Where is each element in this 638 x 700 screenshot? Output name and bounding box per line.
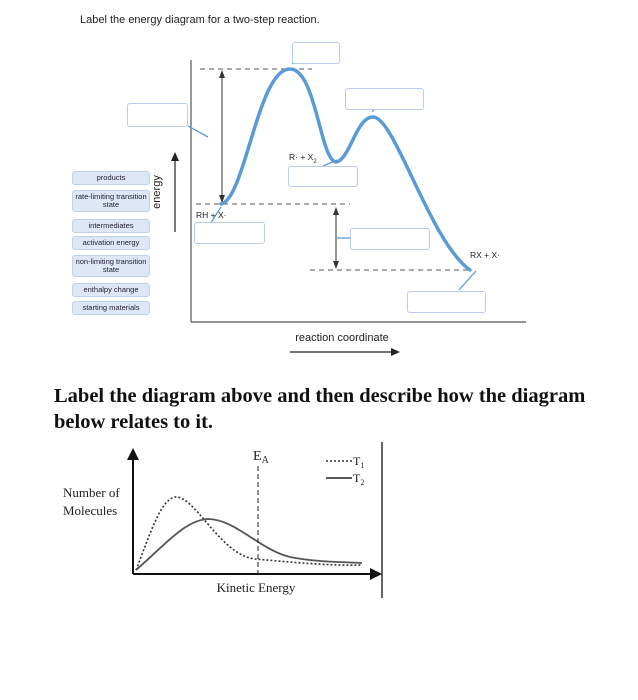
legend-t1-label: $T_1$ — [353, 454, 365, 470]
distribution-x-arrow-head — [370, 568, 382, 580]
reaction-coordinate-arrow-head — [391, 348, 400, 356]
word-bank-enthalpy-change[interactable]: enthalpy change — [72, 283, 150, 297]
word-bank-non-limiting-transition-state[interactable]: non-limiting transition state — [72, 255, 150, 277]
t1-curve — [136, 497, 362, 570]
word-bank-starting-materials[interactable]: starting materials — [72, 301, 150, 315]
word-bank-activation-energy[interactable]: activation energy — [72, 236, 150, 250]
reaction-coordinate-label: reaction coordinate — [295, 332, 389, 344]
drop-target-4[interactable] — [288, 166, 358, 187]
intermediate-label: $R\cdot + X_2$ — [289, 152, 317, 165]
drop-target-5[interactable] — [194, 222, 265, 244]
drop-target-7[interactable] — [407, 291, 486, 313]
distribution-y-arrow-head — [127, 448, 139, 460]
drop-target-1[interactable] — [127, 103, 188, 127]
number-of-molecules-label-line1: Number of — [63, 485, 120, 500]
number-of-molecules-label-line2: Molecules — [63, 503, 118, 518]
kinetic-energy-label: Kinetic Energy — [216, 580, 296, 595]
leader-line — [459, 271, 476, 290]
distribution-diagram — [0, 440, 638, 680]
energy-axis-label: energy — [151, 175, 163, 209]
word-bank-rate-limiting-transition-state[interactable]: rate-limiting transition state — [72, 190, 150, 212]
energy-arrow-head — [171, 152, 179, 161]
reactants-label: RH + X· — [196, 210, 227, 220]
drop-target-3[interactable] — [345, 88, 424, 110]
drop-target-2[interactable] — [292, 42, 340, 64]
t2-curve — [136, 519, 362, 570]
word-bank-products[interactable]: products — [72, 171, 150, 185]
products-species-label: RX + X· — [470, 250, 500, 260]
threshold-label: $E_A$ — [253, 449, 269, 466]
instruction-text: Label the energy diagram for a two-step reaction. — [80, 14, 320, 26]
drop-target-6[interactable] — [350, 228, 430, 250]
legend-t2-label: $T_2$ — [353, 471, 365, 487]
word-bank-intermediates[interactable]: intermediates — [72, 219, 150, 233]
question-heading: Label the diagram above and then describe how the diagram below relates to it. — [54, 385, 586, 433]
